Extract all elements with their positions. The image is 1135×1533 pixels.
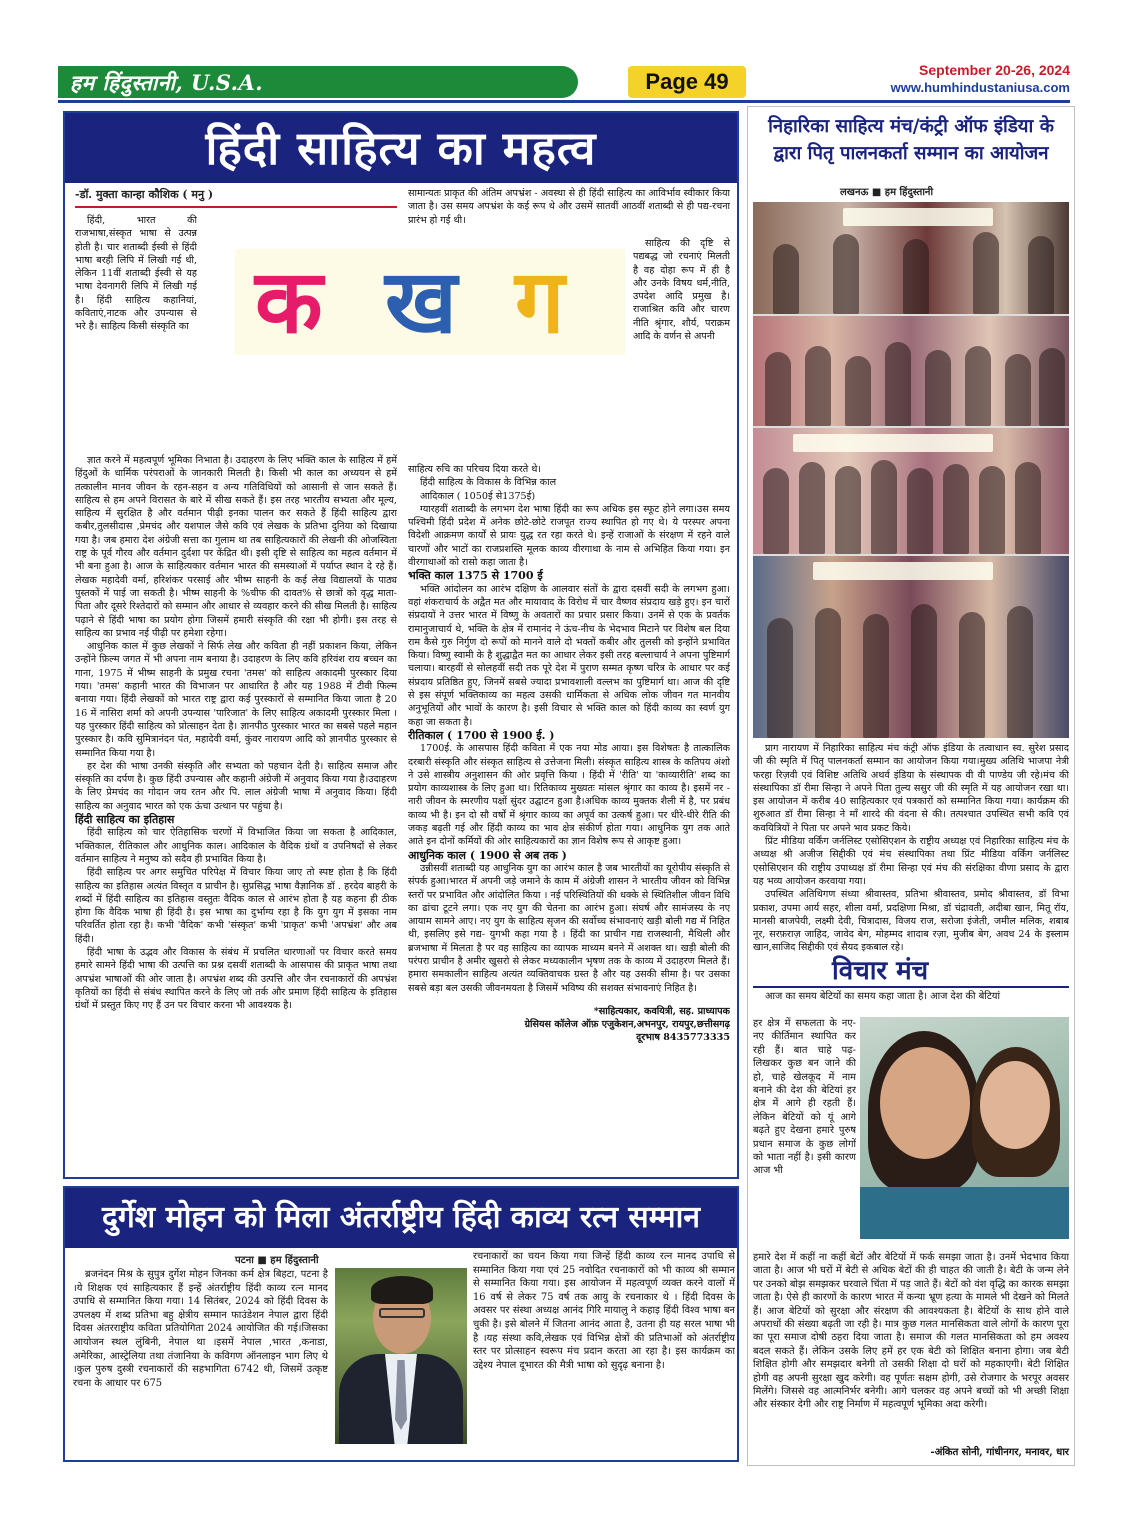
paragraph: ज्ञात करने में महत्वपूर्ण भूमिका निभाता है। उदाहरण के लिए भक्ति काल के साहित्य में हमें हिंदुओं के धार्मिक परंपराओं के जानकारी मिलती है। किसी भी काल का अध्ययन से हमें तत्कालीन मानव जीवन के रहन-सहन व अन्य गतिविधियों को आसानी से जान सकते हैं। साहित्य से हम अपने विरासत के बारे में सीख सकते हैं। इस तरह भारतीय सभ्यता और मूल्य, साहित्य में सुरक्षित है और वर्तमान पीढ़ी इनका पालन कर सकते हैं हिंदी साहित्य द्वारा कबीर,तुलसीदास ,प्रेमचंद और यशपाल जैसे कवि एवं लेखक के प्रतिभा दुनिया को दिखाया गया है। जब हमारा देश अंग्रेजी सत्ता का गुलाम था तब साहित्यकारों की लेखनी की ओजस्विता राष्ट्र के पूर्व गौरव और वर्तमान दुर्दशा पर केंद्रित थी। इसी दृष्टि से साहित्य का महत्व वर्तमान में भी बना हुआ है। आज के साहित्यकार वर्तमान भारत की समस्याओं में पर्याप्त स्थान दे रहे हैं। लेखक महादेवी वर्मा, हरिशंकर परसाई और भीष्म साहनी के कई लेख विद्यालयों के पाठ्य पुस्तकों में पाई जा सकती है। भीष्म साहनी के %चीफ की दावत% से छात्रों को वृद्ध माता-पिता और दूसरे रिश्तेदारों को सम्मान और आधार से व्यवहार करने की सीख मिलती है। साहित्य पढ़ाने से हिंदी भाषा का प्रयोग होगा जिसमें हमारी संस्कृति की रक्षा भी होगी। इस तरह से साहित्य का प्रभाव नई पीढ़ी पर हमेशा रहेगा।	[75, 455, 397, 639]
devanagari-letters-graphic	[235, 249, 625, 355]
photo-figure	[863, 614, 889, 738]
photo-figure	[925, 350, 951, 426]
paragraph: ब्रजनंदन मिश्र के सुपुत्र दुर्गेश मोहन जिनका कर्म क्षेत्र बिहटा, पटना है ।ये शिक्षक एवं साहित्यकार हैं इन्हें अंतर्राष्ट्रीय हिंदी काव्य रत्न मानद उपाधि से सम्मानित किया गया। 14 सितंबर, 2024 को हिंदी दिवस के उपलक्ष्य में शब्द प्रतिभा बहु क्षेत्रीय सम्मान फाउंडेशन नेपाल द्वारा हिंदी दिवस अंतरराष्ट्रीय कविता प्रतियोगिता 2024 आयोजित की गई।जिसका आयोजन स्थल लुंबिनी, नेपाल था ।इसमें नेपाल ,भारत ,कनाडा, अमेरिका, आस्ट्रेलिया तथा तंजानिया के कविगण ऑनलाइन भाग लिए थे ।कुल पुरुष दुस्त्री रचनाकारों की सहभागिता 6742 थी, जिसमें उत्कृष्ट रचना के आधार पर 675	[73, 1269, 328, 1389]
photo-figure	[1007, 606, 1033, 738]
bottom-article	[63, 1186, 739, 1462]
article-column-right	[408, 463, 730, 1175]
photo-figure	[965, 346, 991, 426]
photo-figure	[885, 342, 911, 426]
section-heading: हिंदी साहित्य के विकास के विभिन्न काल	[420, 477, 557, 489]
section-heading: आदिकाल ( 1050ई से1375ई)	[420, 490, 536, 502]
photo-figure	[911, 604, 937, 738]
paragraph: हर देश की भाषा उनकी संस्कृति और सभ्यता को पहचान देती है। साहित्य समाज और संस्कृति का दर्पण है। कुछ हिंदी उपन्यास और कहानी अंग्रेजी में अनुवाद किया गया है।उदाहरण के लिए प्रेमचंद का गोदान जय रतन और पि. लाल अंग्रेजी भाषा में अनुवाद किया। हिंदी साहित्य का अनुवाद भारत को एक ऊंचा उत्थान पर पहुंचा है।	[75, 760, 397, 812]
paragraph: आज का समय बेटियों का समय कहा जाता है। आज देश की बेटियां	[765, 991, 1000, 1002]
side-headline: निहारिका साहित्य मंच/कंट्री ऑफ इंडिया के द्वारा पितृ पालनकर्ता सम्मान का आयोजन	[768, 116, 1054, 164]
photo-face	[880, 1047, 970, 1159]
event-photo	[753, 556, 1069, 738]
photo-face	[980, 1061, 1050, 1149]
paragraph: प्रिंट मीडिया वर्किंग जर्नलिस्ट एसोसिएशन के राष्ट्रीय अध्यक्ष एवं निहारिका साहित्य मंच के अध्यक्ष श्री अजीज सिद्दीकी एवं मंच संस्थापिका तथा प्रिंट मीडिया वर्किंग जर्नलिस्ट एसोसिएशन की राष्ट्रीय उपाध्यक्ष डॉ रीमा सिन्हा एवं मंच की संरक्षिका वीणा प्रसाद के द्वारा यह भव्य आयोजन करवाया गया।	[753, 836, 1069, 887]
section-heading-riti: रीतिकाल ( 1700 से 1900 ई. )	[408, 728, 555, 742]
issue-date: September 20-26, 2024	[919, 62, 1070, 78]
paragraph: साहित्य रुचि का परिचय दिया करते थे।	[408, 464, 542, 475]
photo-figure	[799, 462, 825, 554]
vichar-rule	[753, 986, 1069, 988]
photo-figure	[767, 618, 793, 738]
paragraph: साहित्य की दृष्टि से पद्यबद्ध जो रचनाएं मिलती है वह दोहा रूप में ही है और उनके विषय धर्म,नीति, उपदेश आदि प्रमुख है। राजाश्रित कवि और चारण नीति श्रृंगार, शौर्य, पराक्रम आदि के वर्णन से अपनी	[633, 238, 730, 343]
byline-rule	[75, 206, 397, 208]
photo-banner	[793, 434, 993, 452]
paragraph: 1700ई. के आसपास हिंदी कविता में एक नया मोड आया। इस विशेषतः है तात्कालिक दरबारी संस्कृति और संस्कृत साहित्य से उत्तेजना मिली। संस्कृत साहित्य शास्त्र के कतिपय अंशो ने उसे शास्त्रीय अनुशासन की ओर प्रवृत्ति किया । हिंदी में 'रीति' या 'काव्यारीति' शब्द का प्रयोग काव्यशास्त्र के लिए हुआ था। रितिकाव्य मुख्यतः मांसल श्रृंगार का काव्य है। इसमें नर - नारी जीवन के स्मरणीय पक्षों सुंदर उद्घाटन हुआ है।अधिक काव्य मुक्तक शैली में है, पर प्रबंध काव्य भी है। इन दो सौ वर्षों में श्रृंगार काव्य का अपूर्व का उत्कर्ष हुआ। पर धीरे-धीरे रीति की जकड़ बढ़ती गई और हिंदी काव्य का भाव क्षेत्र संकीर्ण होता गया। आधुनिक युग तक आते आते इन दोनों कर्मियों की ओर साहित्यकारों का ज्ञान विशेष रूप से आकृष्ट हुआ।	[408, 743, 730, 848]
photo-figure	[959, 612, 985, 738]
page-number: Page 49	[628, 66, 746, 98]
header-rule	[58, 100, 1070, 103]
author-note	[408, 1005, 730, 1045]
main-article	[63, 111, 739, 1179]
photo-figure	[973, 232, 999, 314]
article-column-intro	[75, 214, 197, 454]
photo-figure	[1028, 236, 1054, 314]
photo-figure	[835, 466, 861, 554]
photo-figure	[833, 234, 859, 314]
paragraph: हर क्षेत्र में सफलता के नए-नए कीर्तिमान स्थापित कर रही हैं। बात चाहे पढ़-लिखकर कुछ बन जाने की हो, चाहे खेलकूद में नाम बनाने की देश की बेटियां हर क्षेत्र में आगे ही रहती हैं। लेकिन बेटियों को यूं आगे बढ़ते हुए देखना हमारे पुरुष प्रधान समाज के कुछ लोगों को भाता नहीं है। इसी कारण आज भी	[753, 1018, 856, 1177]
photo-banner	[813, 562, 993, 580]
photo-figure	[943, 464, 969, 554]
author-note-line: ग्रेसियस कॉलेज ऑफ़ एजुकेशन,अभनपुर, रायपुर,छत्तीसगढ़	[524, 1019, 730, 1031]
paragraph: हिंदी साहित्य पर अगर समुचित परिपेक्ष में विचार किया जाए तो स्पष्ट होता है कि हिंदी साहित्य का इतिहास अत्यंत विस्तृत व प्राचीन है। सुप्रसिद्ध भाषा वैज्ञानिक डॉ . हरदेव बाहरी के शब्दों में हिंदी साहित्य का इतिहास वस्तुतः वैदिक काल से आरंभ होता है यह कहना ही ठीक होगा कि वैदिक भाषा ही हिंदी है। इस भाषा का दुर्भाग्य रहा है कि युग युग में इसका नाम परिवर्तित होता रहा है। कभी 'वैदिक' कभी 'संस्कृत' कभी 'प्राकृत' कभी 'अपभ्रंश' और अब हिंदी।	[75, 867, 397, 945]
paragraph: प्राग नारायण में निहारिका साहित्य मंच कंट्री ऑफ इंडिया के तत्वाधान स्व. सुरेश प्रसाद जी की स्मृति में पितृ पालनकर्ता सम्मान का आयोजन किया गया।मुख्य अतिथि भाजपा नेत्री फरहा रिज़वी एवं विशिष्ट अतिथि अथर्व इंडिया के संस्थापक वी वी पाण्डेय जी रहे।मंच की संस्थापिका डॉ रीमा सिन्हा ने अपने पिता तुल्य ससुर जी की स्मृति में यह आयोजन रखा था। इस आयोजन में करीब 40 साहित्यकार एवं पत्रकारों को सम्मानित किया गया। कार्यक्रम की शुरुआत डॉ रीमा सिन्हा ने माँ शारदे की वंदना से की। तत्पश्चात उपस्थित सभी कवि एवं कवयित्रियों ने पिता पर अपने भाव प्रकट किये।	[753, 743, 1069, 834]
page-header	[58, 62, 1070, 100]
photo-figure	[815, 608, 841, 738]
side-article-body	[753, 742, 1069, 954]
paragraph: सामान्यतः प्राकृत की अंतिम अपभ्रंश - अवस्था से ही हिंदी साहित्य का आविर्भाव स्वीकार किया जाता है। उस समय अपभ्रंश के कई रूप थे और उसमें सातवीं आठवीं शताब्दी से ही पद्य-रचना प्रारंभ हो गई थी।	[408, 188, 730, 226]
letter-kha: ख	[385, 250, 457, 353]
paragraph: रचनाकारों का चयन किया गया जिन्हें हिंदी काव्य रत्न मानद उपाधि से सम्मानित किया गया एवं 25 नवोदित रचनाकारों को भी काव्य श्री सम्मान से सम्मानित किया गया। इस आयोजन में महत्वपूर्ण व्यक्त करने वालों में 16 वर्ष से लेकर 75 वर्ष तक आयु के रचनाकार थे । हिंदी दिवस के अवसर पर संस्था अध्यक्ष आनंद गिरि मायालु ने कहाइ हिंदी विश्व भाषा बन चुकी है। इसे बोलने में जितना आनंद आता है, उतना ही यह सरल भाषा भी है ।यह संस्था कवि,लेखक एवं विभिन्न क्षेत्रों की प्रतिभाओं को अंतर्राष्ट्रीय स्तर पर प्रोत्साहन स्वरूप मंच प्रदान करता आ रहा है। इस कार्यक्रम का उद्देश्य नेपाल दूभारत की मैत्री भाषा को सुदृढ़ बनाना है।	[473, 1251, 735, 1371]
bottom-column-left	[73, 1268, 328, 1458]
photo-figure	[871, 460, 897, 554]
photo-figure	[979, 466, 1005, 554]
paragraph: आधुनिक काल में कुछ लेखकों ने सिर्फ लेख और कविता ही नहीं प्रकाशन किया, लेकिन उन्होंने फ़िल्म जगत में भी अपना नाम बनाया है। उदाहरण के लिए कवि हरिवंश राय बच्चन का गाना, 1975 में भीष्म साहनी के प्रमुख रचना 'तमस' को साहित्य अकादमी पुरस्कार दिया गया। 'तमस' कहानी भारत की विभाजन पर आधारित है और यह 1988 में टीवी फिल्म बनाया गया। हिंदी लेखकों को भारत राष्ट्र द्वारा कई पुरस्कारों से सम्मानित किया जाता है 20 16 में नासिरा शर्मा को अपनी उपन्यास 'पारिजात' के लिए साहित्य अकादमी पुरस्कार मिला ।यह पुरस्कार हिंदी साहित्य को प्रोत्साहन देता है। ज्ञानपीठ पुरस्कार भारत का सबसे पहले महान पुरस्कार है। कवि सुमित्रानंदन पंत, महादेवी वर्मा, कुंवर नारायण आदि को ज्ञानपीठ पुरस्कार से सम्मानित किया गया है।	[75, 641, 397, 759]
paragraph: हिंदी, भारत की राजभाषा,संस्कृत भाषा से उत्पन्न होती है। चार शताब्दी ईस्वी से हिंदी भाषा बरही लिपि में लिखी गई थी, लेकिन 11वीं शताब्दी ईस्वी से यह भाषा देवनागरी लिपि में लिखी गई है। हिंदी साहित्य कहानियां, कविताएं,नाटक और उपन्यास से भरे है। साहित्य किसी संस्कृति का	[75, 215, 197, 333]
paragraph: उपस्थित अतिथिगण संध्या श्रीवास्तव, प्रतिभा श्रीवास्तव, प्रमोद श्रीवास्तव, डॉ विभा प्रकाश, उपमा आर्य सहर, शीला वर्मा, प्रदक्षिणा मिश्रा, डॉ चंद्रावती, अदीबा खान, मितू रॉय, मानसी बाजपेयी, लक्ष्मी देवी, चित्रादास, विजय राज, सरोजा इंजेती, जमील मलिक, शबाब नूर, सरफ़राज़ जाहिद, जावेद बेग, मोहम्मद शादाब रज़ा, मुजीब बेग, अवध 24 के इस्लाम खान,साजिद सिद्दीकी एवं सैयद इकबाल रहे।	[753, 889, 1069, 954]
photo-figure	[763, 468, 789, 554]
paragraph: हमारे देश में कहीं ना कहीं बेटों और बेटियों में फर्क समझा जाता है। उनमें भेदभाव किया जाता है। आज भी घरों में बेटी से अधिक बेटों की ही चाहत की जाती है। बेटी के जन्म लेने पर उनको बोझ समझकर घरवाले चिंता में पड़ जाते हैं। बेटों को वंश वृद्धि का कारक समझा जाता है। ऐसे ही कारणों के कारण भारत में कन्या भ्रूण हत्या के मामले भी देखने को मिलते हैं। आज बेटियों को सुरक्षा और संरक्षण की आवश्यकता है। बेटियों के साथ होने वाले अपराधों की संख्या बढ़ती जा रही है। मात्र कुछ गलत मानसिकता वाले लोगों के कारण पूरा का पूरा समाज दोषी ठहरा दिया जाता है। समाज की गलत मानसिकता को हम अवश्य बदल सकते हैं। लेकिन उसके लिए हमें हर एक बेटी को शिक्षित बनाना होगा। जब बेटी शिक्षित होगी और समझदार बनेगी तो उसकी शिक्षा दो घरों को महकाएगी। बेटी शिक्षित होगी वह अपनी सुरक्षा खुद करेगी। वह पूर्णतः सक्षम होगी, उसे रोजगार के भरपूर अवसर मिलेंगे। जिससे वह आत्मनिर्भर बनेगी। आगे चलकर वह अपने बच्चों को भी अच्छी शिक्षा और संस्कार देगी और राष्ट्र निर्माण में महत्वपूर्ण भूमिका अदा करेगी।	[753, 1252, 1069, 1411]
article-column-right-narrow	[633, 237, 730, 463]
mother-daughter-photo	[860, 1017, 1069, 1239]
article-column-right-top	[408, 187, 730, 237]
photo-glasses	[379, 1308, 425, 1318]
event-photo-collage	[753, 202, 1069, 738]
article-column-left	[75, 454, 397, 1169]
paragraph: हिंदी साहित्य को चार ऐतिहासिक चरणों में विभाजित किया जा सकता है आदिकाल, भक्तिकाल, रीतिकाल और आधुनिक काल। आदिकाल के वैदिक ग्रंथों व उपनिषदों से लेकर वर्तमान साहित्य ने मनुष्य को सदैव ही प्रभावित किया है।	[75, 827, 397, 865]
side-dateline: लखनऊ ■ हम हिंदुस्तानी	[840, 187, 934, 198]
publication-title: हम हिंदुस्तानी, U.S.A.	[70, 70, 264, 95]
photo-banner	[843, 208, 993, 226]
photo-figure	[1039, 348, 1065, 426]
paragraph: उन्नीसवीं शताब्दी यह आधुनिक युग का आरंभ काल है जब भारतीयों का यूरोपीय संस्कृति से संपर्क हुआ।भारत में अपनी जड़े जमाने के काम में अंग्रेजी शासन ने भारतीय जीवन को विभिन्न स्तरों पर प्रभावित और आंदोलित किया । नई परिस्थितियों की धक्के से स्थितिशील जीवन विधि का ढांचा टूटने लगा। एक नए युग की चेतना का आरंभ हुआ। संघर्ष और सामंजस्य के नए आयाम सामने आए। नए युग के साहित्य सृजन की सर्वोच्च संभावनाएं खड़ी बोली गद्य में निहित थी, इसलिए इसे गद्य- युगभी कहा गया है । हिंदी का प्राचीन गद्य राजस्थानी, मैथिली और ब्रजभाषा में मिलता है पर वह साहित्य का व्यापक माध्यम बनने में अशक्त था। खड़ी बोली की परंपरा प्राचीन है अमीर खुसरो से लेकर मध्यकालीन भृषण तक के काव्य में उदाहरण मिलते हैं। हमारा समकालीन साहित्य अत्यंत व्यक्तिवाचक ग्रस्त है और यह उसकी सीमा है। पर उसका सबसे बड़ा बल उसकी जीवनमयता है जिसमें भविष्य की सशक्त संभावनाएं निहित है।	[408, 862, 730, 994]
paragraph: हिंदी भाषा के उद्भव और विकास के संबंध में प्रचलित धारणाओं पर विचार करते समय हमारे सामने हिंदी भाषा की उत्पत्ति का प्रश्न दसवीं शताब्दी के आसपास की प्राकृत भाषा तथा अपभ्रंश भाषाओं की ओर जाता है। अपभ्रंश शब्द की उत्पत्ति और जैन रचनाकारों की अपभ्रंश कृतियों का हिंदी से संबंध स्थापित करने के लिए जो तर्क और प्रमाण हिंदी साहित्य के इतिहास ग्रंथों में प्रस्तुत किए गए हैं उन पर विचार करना भी आवश्यक है।	[75, 946, 397, 1012]
bottom-headline: दुर्गेश मोहन को मिला अंतर्राष्ट्रीय हिंदी काव्य रत्न सम्मान	[65, 1188, 737, 1248]
section-heading: हिंदी साहित्य का इतिहास	[75, 813, 175, 827]
vichar-column	[753, 1251, 1069, 1475]
author-note-line: *साहित्यकार, कवयित्री, सह. प्राध्यापक	[593, 1005, 730, 1017]
letter-ka: क	[255, 250, 323, 353]
photo-figure	[1005, 354, 1031, 426]
website-link[interactable]: www.humhindustaniusa.com	[890, 80, 1070, 95]
letter-ga: ग	[515, 250, 565, 353]
section-heading-bhakti: भक्ति काल 1375 से 1700 ई	[408, 569, 543, 583]
author-phone: दूरभाष 8435773335	[636, 1032, 730, 1044]
photo-figure	[805, 346, 831, 426]
photo-figure	[773, 244, 799, 314]
vichar-author: -अंकित सोनी, गांधीनगर, मनावर, धार	[930, 1447, 1069, 1458]
event-photo	[753, 428, 1069, 554]
photo-figure	[765, 352, 791, 426]
masthead	[58, 66, 578, 98]
event-photo	[753, 316, 1069, 426]
bottom-dateline: पटना ■ हम हिंदुस्तानी	[235, 1255, 319, 1266]
vichar-intro	[753, 990, 1069, 1016]
photo-hair	[371, 1276, 433, 1304]
paragraph: भक्ति आंदोलन का आरंभ दक्षिण के आलवार संतों के द्वारा दसवीं सदी के लगभग हुआ। वहां शंकराचार्य के अद्वैत मत और मायावाद के विरोध में चार वैष्णव संप्रदाय खड़े हुए। इन चारों संप्रदायों ने उत्तर भारत में विष्णु के अवतारों का प्रचार प्रसार किया। उनमें से एक के प्रवर्तक रामानुजाचार्य थे, भक्ति के क्षेत्र में रामानंद ने ऊंच-नीच के भेदभाव मिटाने पर विशेष बल दिया राम कैसे गुरु निर्गुण दो रूपों को मानने वाले दो भक्तों कबीर और तुलसी को इन्होंने प्रभावित किया। विष्णु स्वामी के है शुद्धाद्वैत मत का आधार लेकर इसी तरह बल्लाचार्य ने अपना पुष्टिमार्ग चलाया। बारहवीं से सोलहवीं सदी तक पूरे देश में पुराण सम्मत कृष्ण चरित्र के आधार पर कई संप्रदाय प्रतिष्ठित हुए, जिनमें सबसे ज्यादा प्रभावशाली वल्लभ का पुष्टिमार्ग था। आज की दृष्टि से इस संपूर्ण भक्तिकाव्य का महत्व उसकी धार्मिकता से अधिक लोक जीवन गत मानवीय अनुभूतियों और भावों के कारण है। इसी विचार से भक्ति काल को हिंदी काव्य का स्वर्ण युग कहा जा सकता है।	[408, 583, 730, 728]
photo-figure	[1015, 462, 1041, 554]
durgesh-mohan-photo	[335, 1268, 467, 1444]
bottom-column-right	[473, 1250, 735, 1460]
photo-clothing	[860, 1187, 1069, 1239]
paragraph: ग्यारहवीं शताब्दी के लगभग देश भाषा हिंदी का रूप अधिक इस स्फूट होने लगा।उस समय पश्चिमी हिंदी प्रदेश में अनेक छोटे-छोटे राजपूत राज्य स्थापित हो गए थे। ये परस्पर अपना विदेशी आक्रमण कार्यों से प्रायः युद्ध रत रहा करते थे। इन्हें राजाओं के संरक्षण में रहने वाले चारणों और भाटों का राजप्रशस्ति मूलक काव्य वीरगाथा के नाम से अभिहित किया गया। इन वीरगाथाओं को रासो कहा जाता है।	[408, 503, 730, 569]
section-heading-adhunik: आधुनिक काल ( 1900 से अब तक )	[408, 848, 567, 862]
main-headline: हिंदी साहित्य का महत्व	[65, 113, 737, 183]
photo-figure	[903, 239, 929, 314]
photo-figure	[845, 356, 871, 426]
photo-figure	[907, 468, 933, 554]
event-photo	[753, 202, 1069, 314]
vichar-manch-title: विचार मंच	[832, 956, 929, 986]
vichar-column-narrow	[753, 1017, 856, 1251]
main-byline: -डॉ. मुक्ता कान्हा कौशिक ( मनु )	[75, 188, 214, 201]
